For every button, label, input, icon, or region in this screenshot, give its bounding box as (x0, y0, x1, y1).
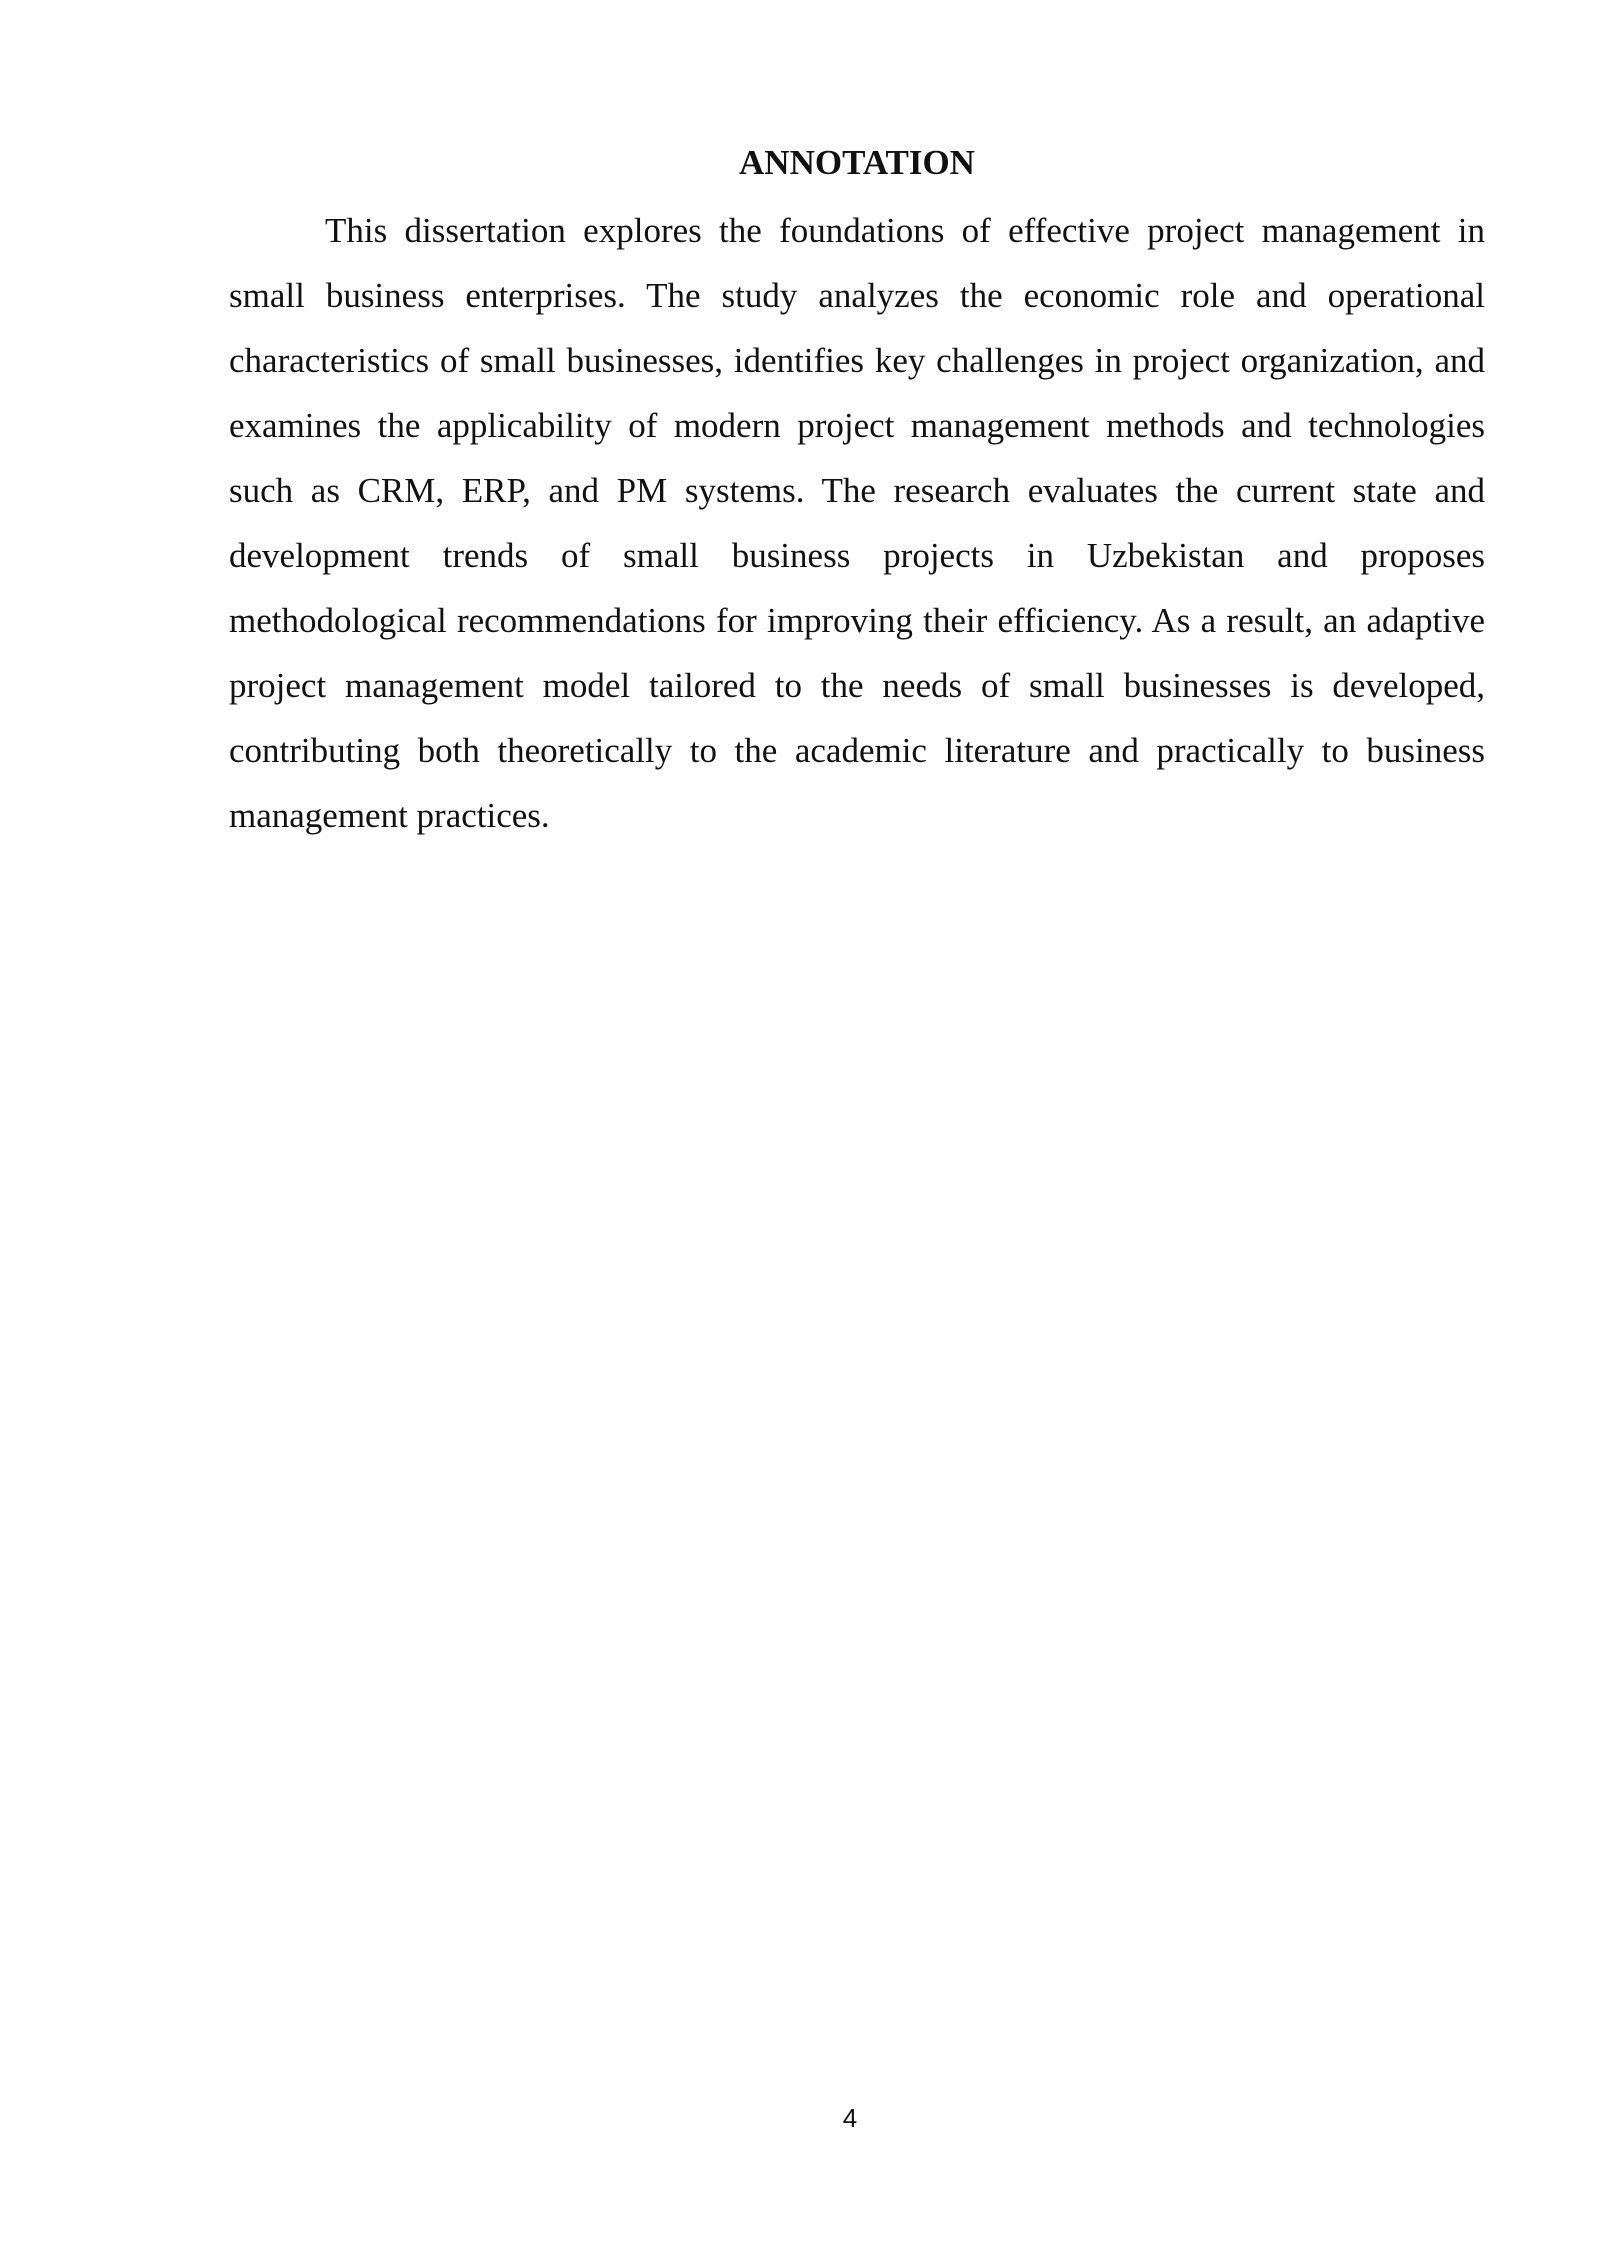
page-number: 4 (842, 2103, 858, 2133)
page-title: ANNOTATION (739, 143, 975, 182)
annotation-paragraph: This dissertation explores the foundations of effective project management in small business enterprises. The study analyzes the economic role and operational characteristics of small businesses, identifies key challenges in project organization, and examines the applicability of modern project management methods and technologies such as CRM, ERP, and PM systems. The research evaluates the current state and development trends of small business projects in Uzbekistan and proposes methodological recommendations for improving their efficiency. As a result, an adaptive project management model tailored to the needs of small businesses is developed, contributing both theoretically to the academic literature and practically to business management practices. (229, 211, 1485, 835)
